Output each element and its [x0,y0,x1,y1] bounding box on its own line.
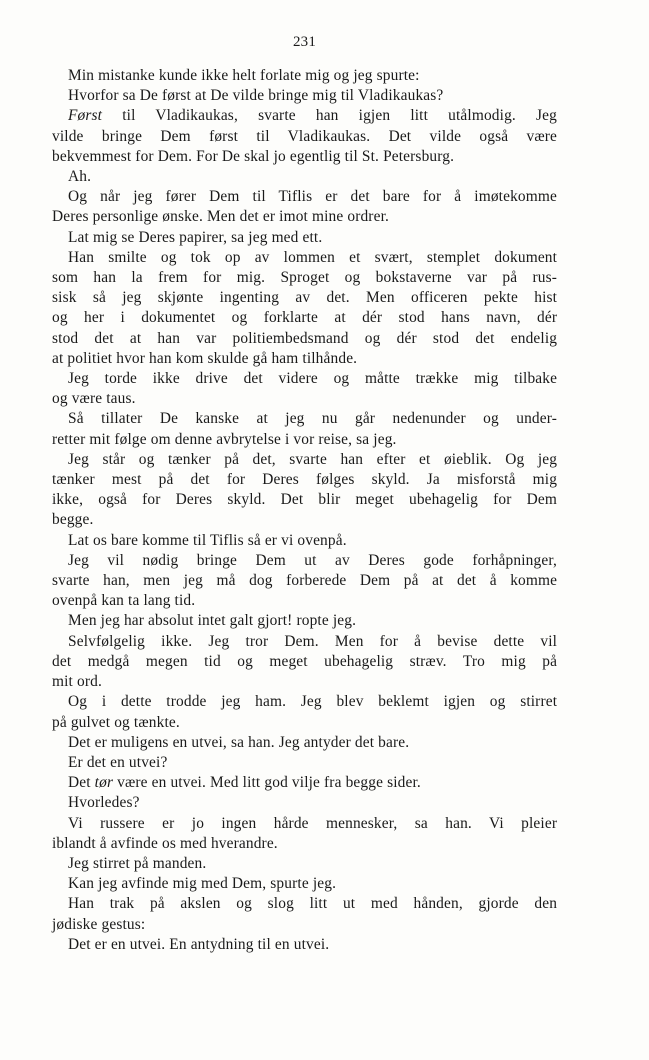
text-line: iblandt å avfinde os med hverandre. [52,834,278,852]
text-line: Jeg torde ikke drive det videre og måtte trække mig tilbake [68,370,558,388]
text-line: som han la frem for mig. Sproget og bokstaverne var på rus- [52,269,558,287]
paragraph [52,551,557,612]
text-line: Lat os bare komme til Tiflis så er vi ovenpå. [68,531,347,549]
text-line: Så tillater De kanske at jeg nu går nedenunder og under- [68,410,557,428]
text-line: Og når jeg fører Dem til Tiflis er det bare for å imøtekomme [68,188,557,206]
paragraph [52,187,557,227]
paragraph [52,450,557,531]
text-line: Lat mig se Deres papirer, sa jeg med ett. [68,228,323,246]
book-page [52,32,557,955]
text-line: Er det en utvei? [68,753,168,771]
paragraph [52,611,557,631]
text-line: Ah. [68,168,92,186]
paragraph [52,793,557,813]
text-line: og her i dokumentet og forklarte at dér stod hans navn, dér [52,309,558,327]
text-line: retter mit følge om denne avbrytelse i vor reise, sa jeg. [52,430,397,448]
text-line: tænker mest på det for Deres følges skyld. Ja misforstå mig [52,471,558,489]
paragraph [52,167,557,187]
text-line: at politiet hvor han kom skulde gå ham tilhånde. [52,349,358,367]
text-body [52,66,557,955]
text-line: Først til Vladikaukas, svarte han igjen litt utålmodig. Jeg [68,107,558,125]
text-line: og være taus. [52,390,136,408]
text-line: ikke, også for Deres skyld. Det blir meget ubehagelig for Dem [52,491,558,509]
text-line: det medgå megen tid og meget ubehagelig stræv. Tro mig på [52,652,558,670]
text-line: begge. [52,511,94,529]
text-line: Han smilte og tok op av lommen et svært, stemplet dokument [68,248,558,266]
text-line: mit ord. [52,673,102,691]
text-line: på gulvet og tænkte. [52,713,180,731]
text-line: Jeg vil nødig bringe Dem ut av Deres gode forhåpninger, [68,551,557,569]
text-line: bekvemmest for Dem. For De skal jo egentlig til St. Petersburg. [52,147,455,165]
text-line: Kan jeg avfinde mig med Dem, spurte jeg. [68,875,337,893]
text-line: Det tør være en utvei. Med litt god vilje fra begge sider. [68,774,421,792]
paragraph [52,894,557,934]
paragraph [52,854,557,874]
paragraph [52,632,557,693]
text-line: Det er muligens en utvei, sa han. Jeg antyder det bare. [68,733,410,751]
paragraph [52,66,557,86]
paragraph [52,773,557,793]
paragraph [52,814,557,854]
text-line: Deres personlige ønske. Men det er imot mine ordrer. [52,208,389,226]
text-line: Og i dette trodde jeg ham. Jeg blev beklemt igjen og stirret [68,693,558,711]
paragraph [52,531,557,551]
text-line: Hvorledes? [68,794,140,812]
text-line: Jeg stirret på manden. [68,854,207,872]
paragraph [52,106,557,167]
text-line: Det er en utvei. En antydning til en utvei. [68,935,330,953]
text-line: stod det at han var politiembedsmand og dér stod det endelig [52,329,558,347]
paragraph [52,874,557,894]
text-line: ovenpå kan ta lang tid. [52,592,196,610]
text-line: jødiske gestus: [52,915,146,933]
text-line: Selvfølgelig ikke. Jeg tror Dem. Men for å bevise dette vil [68,632,558,650]
text-line: Vi russere er jo ingen hårde mennesker, sa han. Vi pleier [68,814,558,832]
paragraph [52,753,557,773]
text-line: Min mistanke kunde ikke helt forlate mig og jeg spurte: [68,67,420,84]
paragraph [52,248,557,369]
paragraph [52,692,557,732]
text-line: svarte han, men jeg må dog forberede Dem på at det å komme [52,572,558,590]
paragraph [52,733,557,753]
paragraph [52,369,557,409]
text-line: Men jeg har absolut intet galt gjort! ropte jeg. [68,612,357,630]
text-line: Jeg står og tænker på det, svarte han efter et øieblik. Og jeg [68,450,558,468]
paragraph [52,409,557,449]
page-number: 231 [293,34,316,50]
text-line: vilde bringe Dem først til Vladikaukas. Det vilde også være [52,127,558,145]
text-line: Han trak på akslen og slog litt ut med hånden, gjorde den [68,895,558,913]
text-line: sisk så jeg skjønte ingenting av det. Men officeren pekte hist [52,289,558,307]
paragraph [52,228,557,248]
text-line: Hvorfor sa De først at De vilde bringe mig til Vladikaukas? [68,87,444,105]
paragraph [52,86,557,106]
paragraph [52,935,557,955]
